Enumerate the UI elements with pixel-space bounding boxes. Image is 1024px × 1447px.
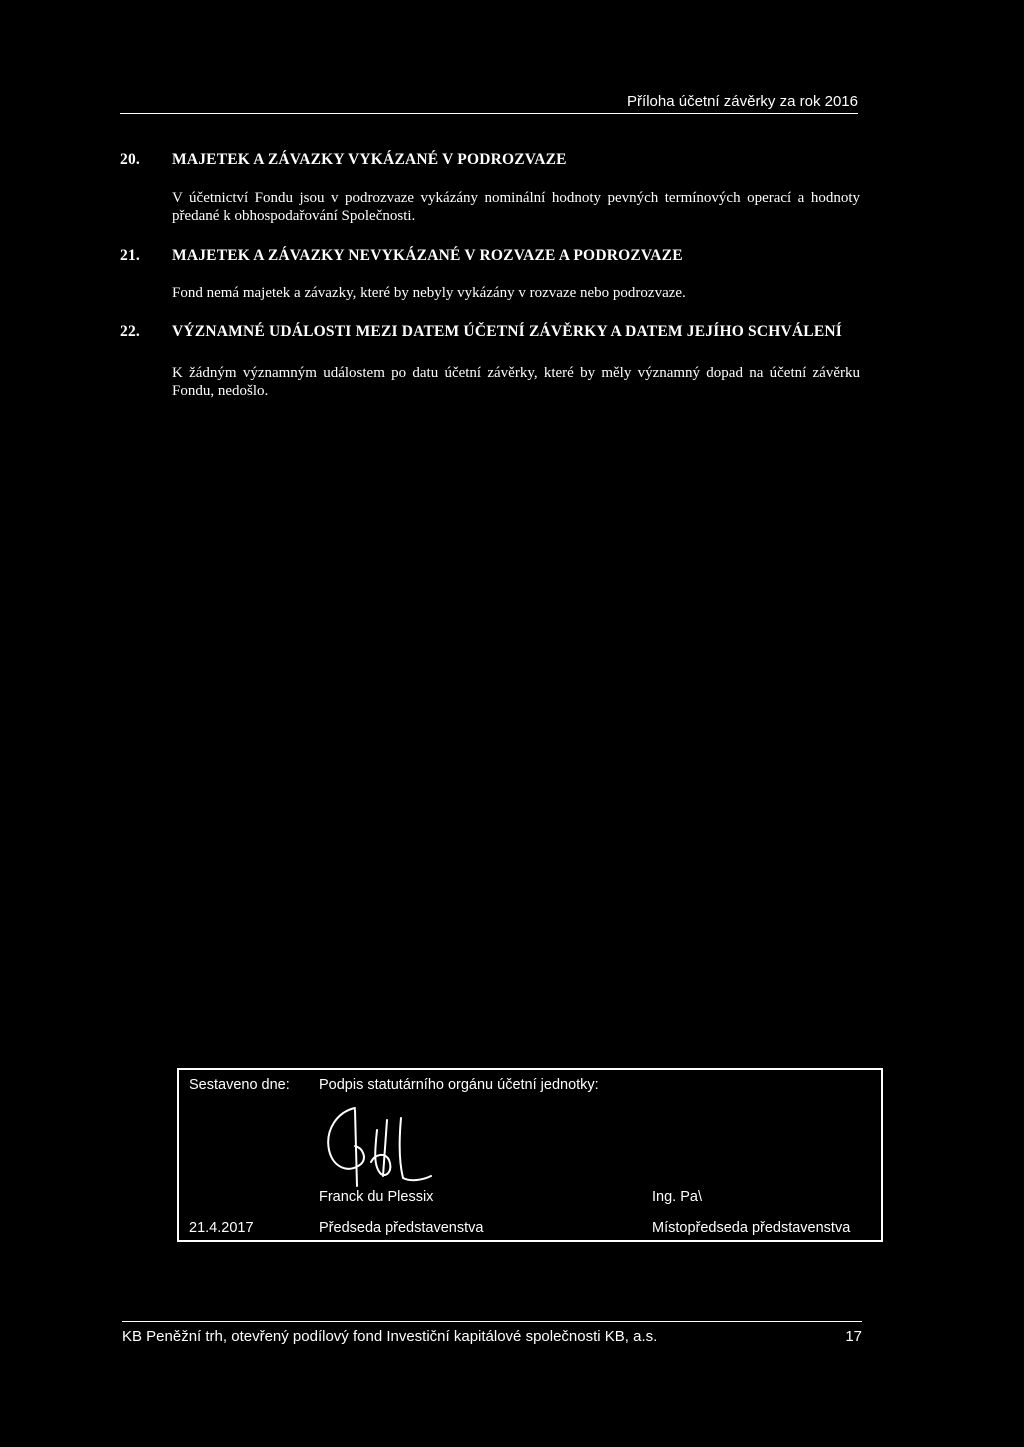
section-paragraph: Fond nemá majetek a závazky, které by nebyly vykázány v rozvaze nebo podrozvaze. [172,285,686,301]
page-header-title: Příloha účetní závěrky za rok 2016 [627,93,858,110]
compiled-date-label: Sestaveno dne: [189,1077,290,1093]
page-number: 17 [845,1328,862,1345]
section-number: 20. [120,151,140,168]
signer1-role: Předseda představenstva [319,1220,484,1236]
footer-rule [122,1321,862,1322]
section-title: MAJETEK A ZÁVAZKY NEVYKÁZANÉ V ROZVAZE A PODROZVAZE [172,247,683,264]
section-heading [120,322,860,342]
footer-company: KB Peněžní trh, otevřený podílový fond Investiční kapitálové společnosti KB, a.s. [122,1328,658,1345]
section-title: MAJETEK A ZÁVAZKY VYKÁZANÉ V PODROZVAZE [172,151,567,168]
section-20 [120,150,860,240]
section-number: 22. [120,323,140,340]
section-22 [120,322,860,415]
section-number: 21. [120,247,140,264]
signature-box [177,1068,883,1242]
page-footer [122,1327,862,1347]
signer2-role: Místopředseda představenstva [652,1220,851,1236]
section-heading [120,246,860,266]
compiled-date-value: 21.4.2017 [189,1220,254,1236]
signer1-name: Franck du Plessix [319,1189,434,1205]
header-rule [120,113,858,114]
section-title: VÝZNAMNÉ UDÁLOSTI MEZI DATEM ÚČETNÍ ZÁVĚRKY A DATEM JEJÍHO SCHVÁLENÍ [172,323,842,340]
section-21 [120,246,860,317]
section-heading [120,150,860,170]
handwritten-signature [315,1090,435,1190]
signer2-name: Ing. Pa\ [652,1189,702,1205]
signature-label: Podpis statutárního orgánu účetní jednotky: [319,1077,599,1093]
section-paragraph: K žádným významným událostem po datu účetní závěrky, které by měly významný dopad na účetní závěrku Fondu, nedošlo. [172,365,860,399]
section-paragraph: V účetnictví Fondu jsou v podrozvaze vykázány nominální hodnoty pevných termínových operací a hodnoty předané k obhospodařování Společnosti. [172,190,860,224]
